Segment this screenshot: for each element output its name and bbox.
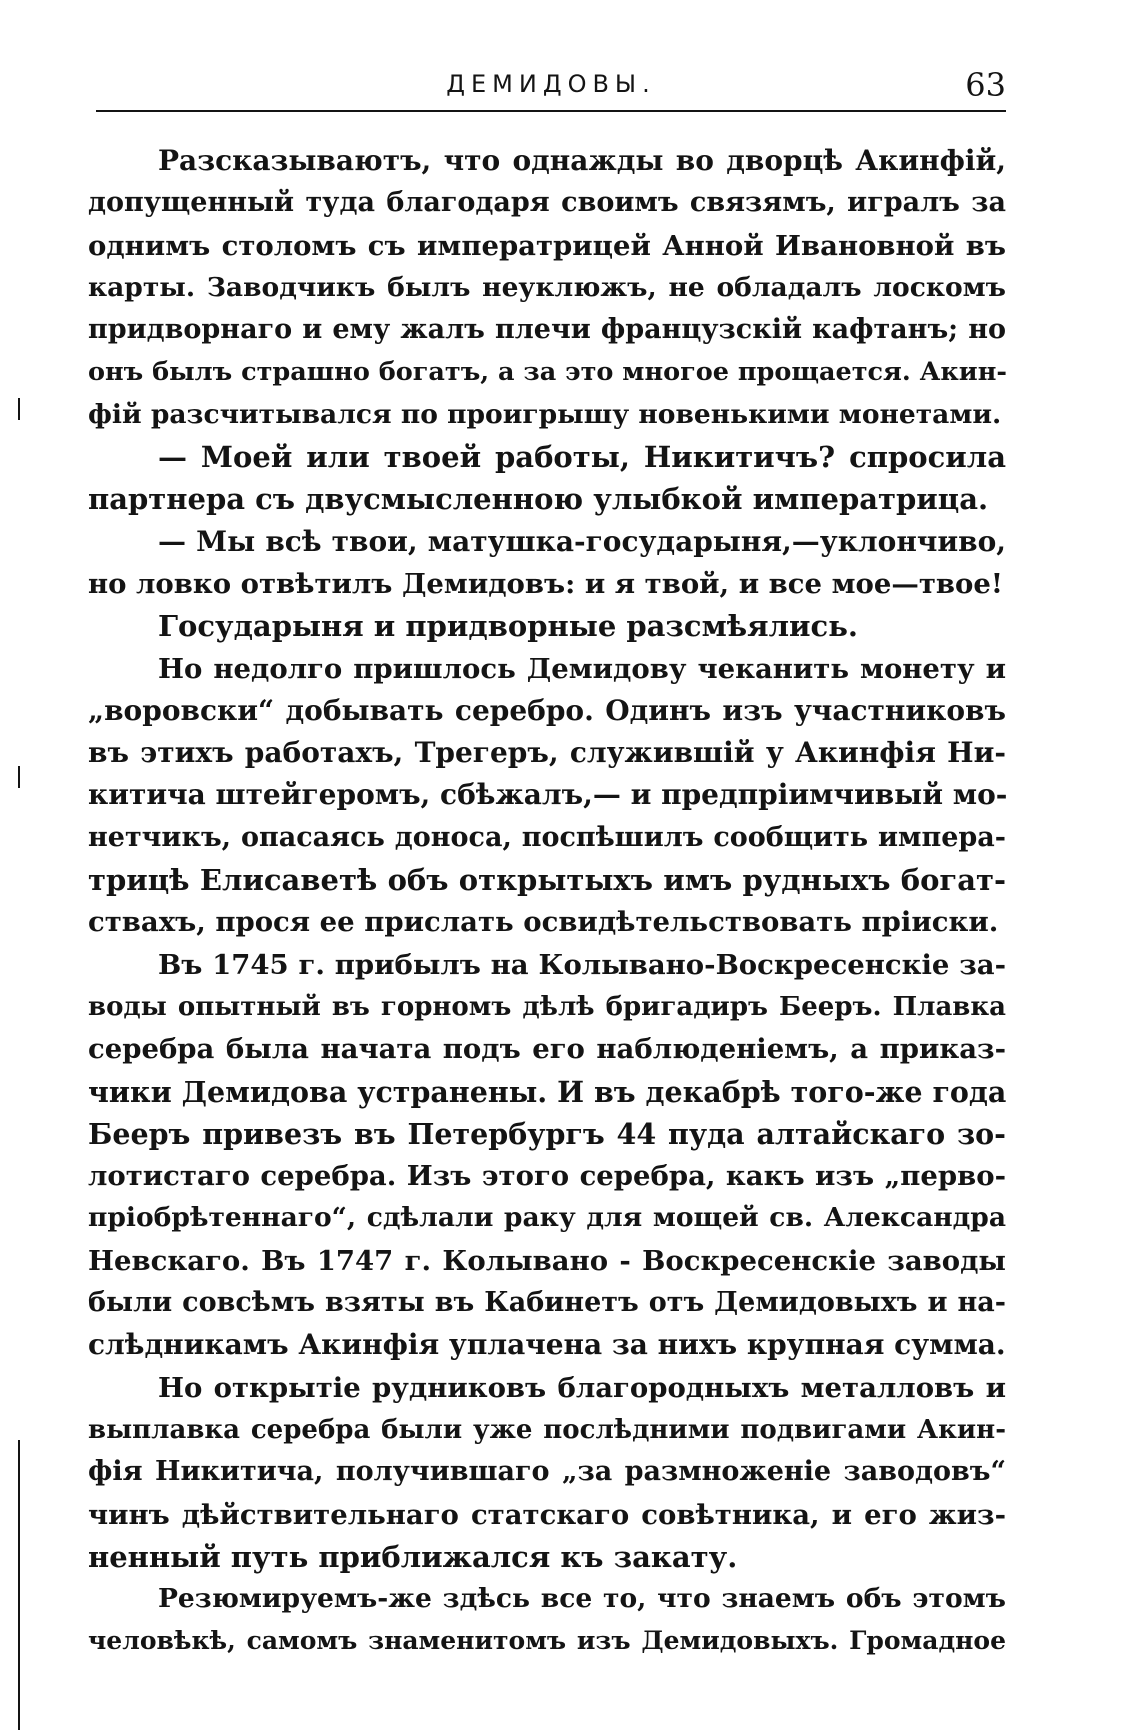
text-line: ненный путь приближался къ закату.	[88, 1539, 738, 1574]
text-line: Резюмируемъ-же здѣсь все то, что знаемъ объ этомъ	[158, 1583, 1006, 1615]
text-line: Но недолго пришлось Демидову чеканить монету и	[158, 652, 1006, 685]
page-number: 63	[965, 66, 1006, 104]
text-line: въ этихъ работахъ, Трегеръ, служившій у Акинфія Ни-	[88, 736, 1006, 770]
text-line: слѣдникамъ Акинфія уплачена за нихъ крупная сумма.	[88, 1328, 1006, 1362]
text-line: — Мы всѣ твои, матушка-государыня,—уклончиво,	[158, 524, 1006, 558]
body-text	[88, 140, 1006, 1663]
text-line: но ловко отвѣтилъ Демидовъ: и я твой, и все мое—твое!	[88, 567, 1003, 600]
text-line: серебра была начата подъ его наблюденіемъ, а приказ-	[88, 1033, 1006, 1066]
text-line: трицѣ Елисаветѣ объ открытыхъ имъ рудныхъ богат-	[88, 863, 1006, 898]
text-line: выплавка серебра были уже послѣдними подвигами Акин-	[88, 1414, 1006, 1445]
text-line: допущенный туда благодаря своимъ связямъ, игралъ за	[88, 187, 1006, 219]
text-line: китича штейгеромъ, сбѣжалъ,— и предпріимчивый мо-	[88, 778, 1008, 812]
text-line: партнера съ двусмысленною улыбкой императрица.	[88, 482, 989, 517]
text-line: чики Демидова устранены. И въ декабрѣ того-же года	[88, 1074, 1007, 1109]
text-line: нетчикъ, опасаясь доноса, поспѣшилъ сообщить импера-	[88, 821, 1006, 853]
text-line: лотистаго серебра. Изъ этого серебра, какъ изъ „перво-	[88, 1160, 1006, 1193]
running-title: ДЕМИДОВЫ.	[446, 70, 656, 98]
text-line: фій разсчитывался по проигрышу новенькими монетами.	[88, 398, 1002, 430]
text-line: Невскаго. Въ 1747 г. Колывано - Воскресенскіе заводы	[88, 1244, 1006, 1277]
text-line: однимъ столомъ съ императрицей Анной Ивановной въ	[88, 229, 1006, 262]
text-line: карты. Заводчикъ былъ неуклюжъ, не обладалъ лоскомъ	[88, 271, 1006, 303]
running-head	[96, 66, 1006, 112]
text-line: онъ былъ страшно богатъ, а за это многое прощается. Акин-	[88, 357, 1007, 388]
margin-mark	[18, 766, 20, 788]
text-line: Бееръ привезъ въ Петербургъ 44 пуда алтайскаго зо-	[88, 1116, 1006, 1151]
text-line: Разсказываютъ, что однажды во дворцѣ Акинфій,	[158, 144, 1006, 177]
text-line: ствахъ, прося ее прислать освидѣтельствовать пріиски.	[88, 906, 999, 939]
text-line: воды опытный въ горномъ дѣлѣ бригадиръ Бееръ. Плавка	[88, 991, 1006, 1022]
text-line: Въ 1745 г. прибылъ на Колывано-Воскресенскіе за-	[158, 948, 1006, 981]
text-line: — Моей или твоей работы, Никитичъ? спросила	[158, 440, 1006, 475]
text-line: человѣкѣ, самомъ знаменитомъ изъ Демидовыхъ. Громадное	[88, 1626, 1006, 1656]
margin-mark	[18, 398, 20, 420]
text-line: придворнаго и ему жалъ плечи французскій кафтанъ; но	[88, 314, 1006, 346]
text-line: „воровски“ добывать серебро. Одинъ изъ участниковъ	[88, 693, 1006, 727]
text-line: пріобрѣтеннаго“, сдѣлали раку для мощей св. Александра	[88, 1202, 1006, 1234]
text-line: чинъ дѣйствительнаго статскаго совѣтника, и его жиз-	[88, 1498, 1006, 1531]
text-line: Но открытіе рудниковъ благородныхъ металловъ и	[158, 1371, 1006, 1404]
text-line: Государыня и придворные разсмѣялись.	[158, 609, 858, 644]
margin-rule	[18, 1440, 20, 1730]
text-line: фія Никитича, получившаго „за размноженіе заводовъ“	[88, 1456, 1006, 1488]
text-line: были совсѣмъ взяты въ Кабинетъ отъ Демидовыхъ и на-	[88, 1287, 1006, 1319]
